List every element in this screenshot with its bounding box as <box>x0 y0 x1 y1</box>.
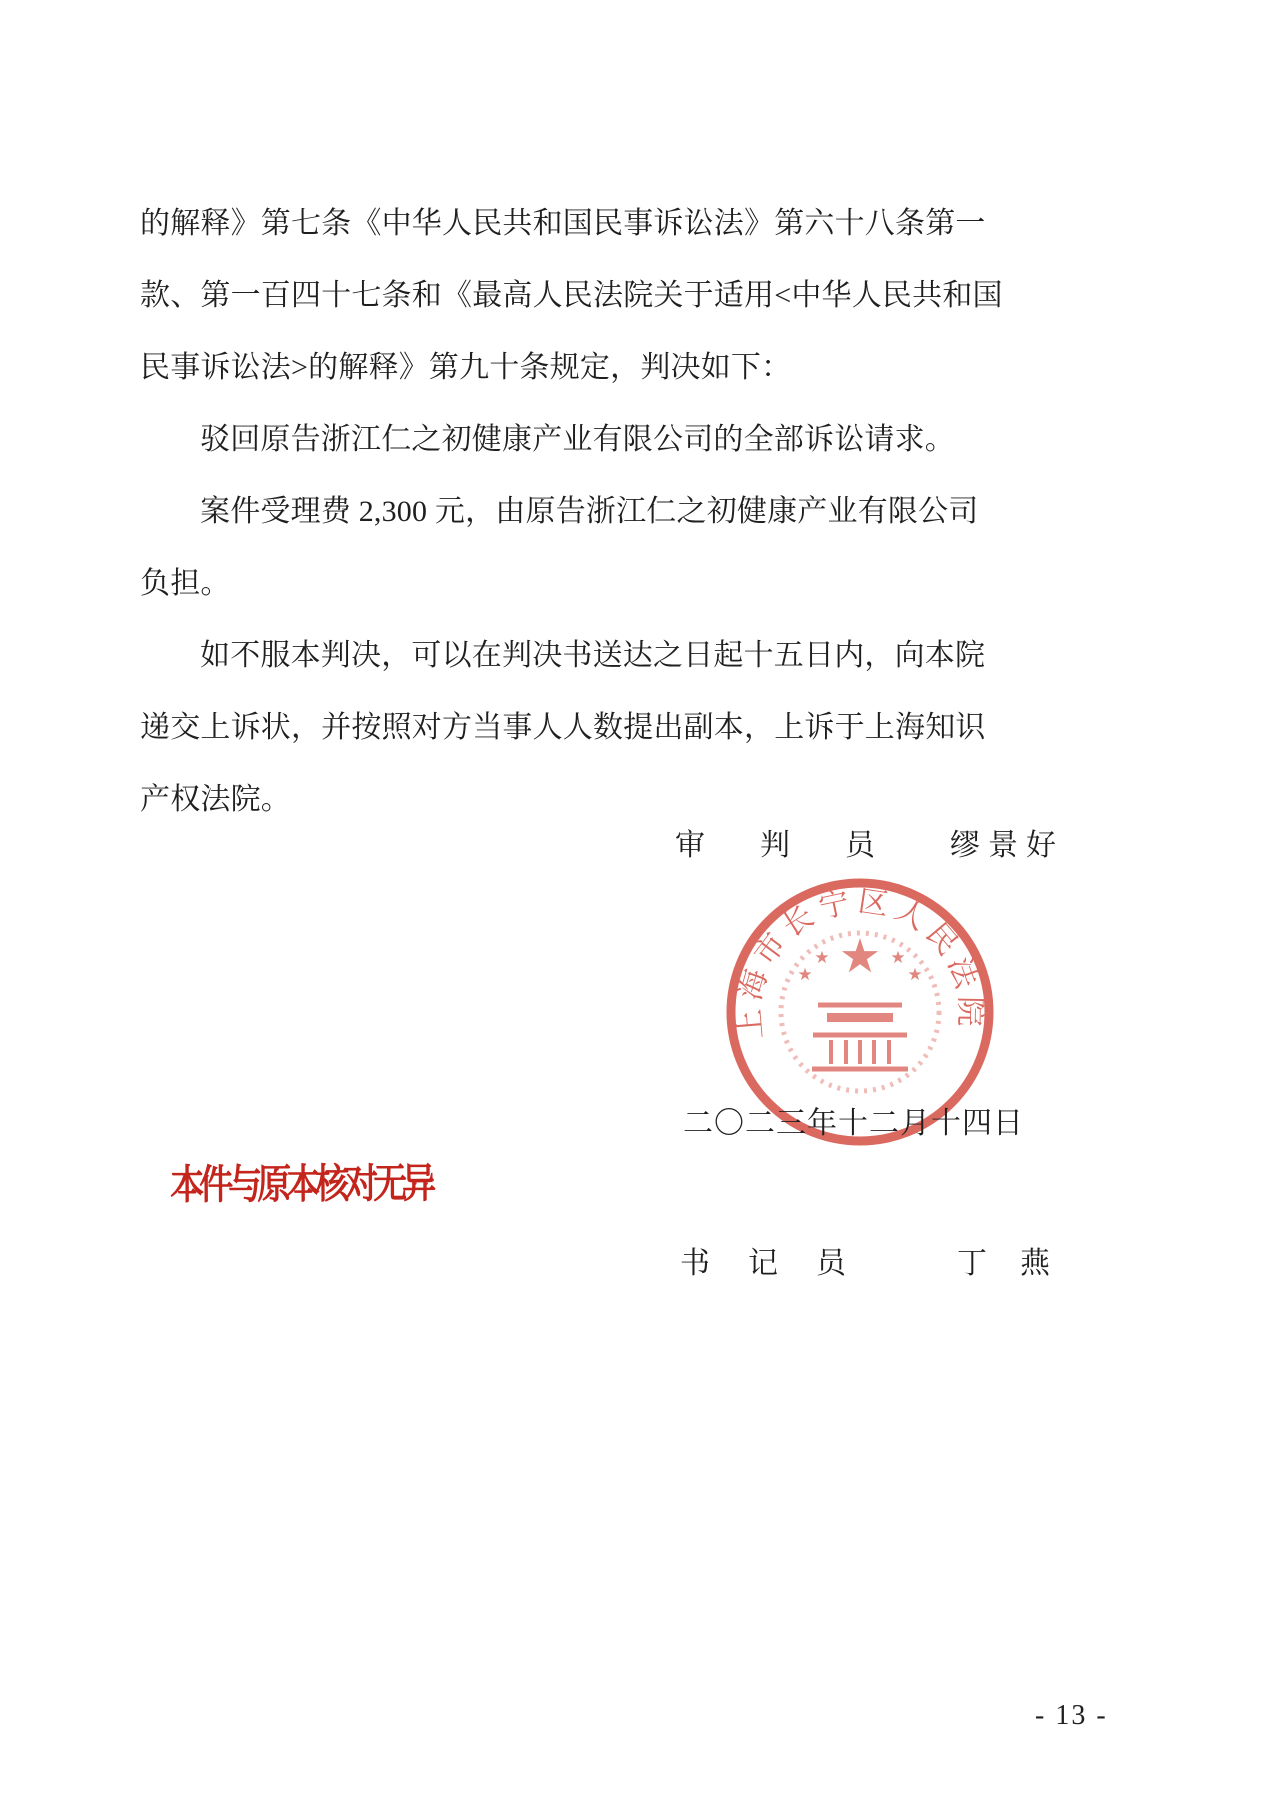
judgment-line: 款、第一百四十七条和《最高人民法院关于适用<中华人民共和国 <box>140 279 1003 312</box>
small-star-icon: ★ <box>890 948 906 967</box>
judgment-line: 递交上诉状，并按照对方当事人人数提出副本，上诉于上海知识 <box>140 711 986 744</box>
small-star-icon: ★ <box>814 948 830 967</box>
judgment-line: 的解释》第七条《中华人民共和国民事诉讼法》第六十八条第一 <box>140 207 986 240</box>
verification-stamp-text: 本件与原本核对无异 <box>170 1162 432 1209</box>
small-star-icon: ★ <box>797 965 813 984</box>
seal-court-name: 上海市长宁区人民法院 <box>732 884 987 1041</box>
judgment-line: 如不服本判决，可以在判决书送达之日起十五日内，向本院 <box>200 639 986 672</box>
judgment-line: 民事诉讼法>的解释》第九十条规定，判决如下： <box>140 351 792 384</box>
judge-name: 缪景好 <box>950 829 1064 862</box>
small-star-icon: ★ <box>907 965 923 984</box>
tiananmen-icon <box>812 1005 908 1069</box>
big-star-icon <box>842 938 878 972</box>
judgment-line: 驳回原告浙江仁之初健康产业有限公司的全部诉讼请求。 <box>200 423 955 456</box>
judgment-line: 产权法院。 <box>140 783 291 816</box>
national-emblem-icon <box>797 938 922 1069</box>
clerk-title-label: 书记员 <box>680 1247 884 1280</box>
judgment-date: 二〇二三年十二月十四日 <box>683 1107 1024 1140</box>
judgment-line: 案件受理费 2,300 元，由原告浙江仁之初健康产业有限公司 <box>200 495 979 528</box>
judgment-line: 负担。 <box>140 567 231 600</box>
judgment-body <box>140 188 1003 836</box>
clerk-name: 丁燕 <box>957 1247 1083 1280</box>
page-number: - 13 - <box>1035 1700 1108 1731</box>
judge-title-label: 审判员 <box>675 829 930 862</box>
